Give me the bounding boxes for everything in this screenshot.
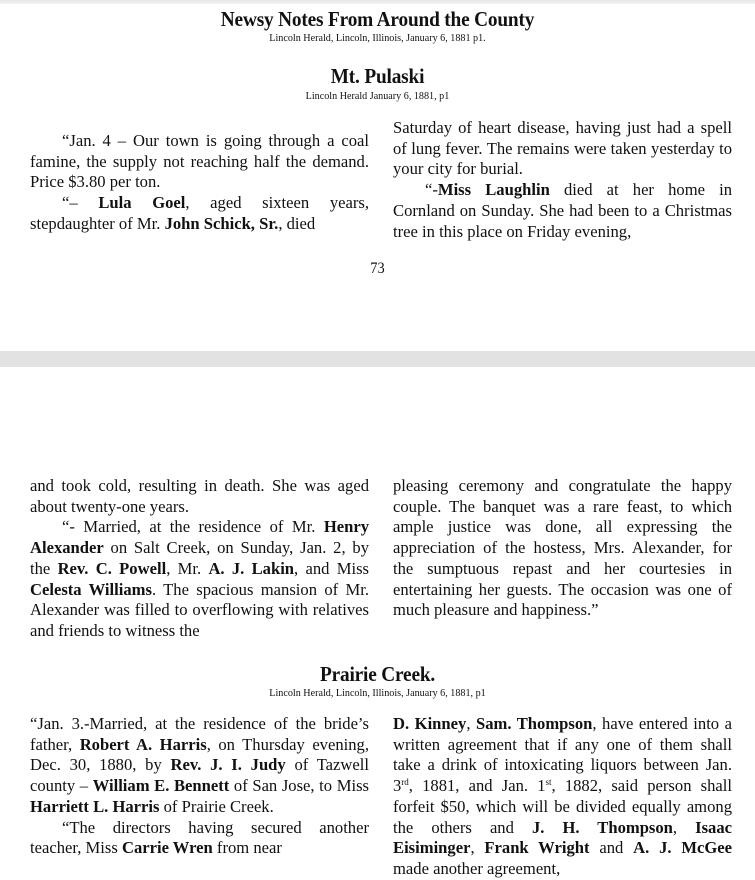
text: , died	[278, 213, 316, 233]
text: , on Thursday evening, Dec. 30, 1880, by	[30, 734, 369, 775]
name-lula-goel: Lula Goel	[98, 193, 186, 213]
column-left-prairie-creek	[30, 714, 369, 859]
section-heading-mt-pulaski: Mt. Pulaski	[330, 64, 425, 88]
document-page-74	[0, 367, 755, 879]
name-john-schick: John Schick, Sr.	[164, 213, 279, 233]
column-right-prairie-creek	[393, 714, 732, 880]
text: “-	[425, 180, 438, 200]
column-left-mt-pulaski	[30, 131, 369, 235]
text: of San Jose, to Miss	[229, 776, 369, 796]
paragraph-married-harris	[30, 714, 369, 818]
column-right-mt-pulaski	[393, 118, 732, 242]
text: ,	[672, 817, 696, 837]
text: , have entered into a written agreement that if any one of them shall take a drink of intoxicating liquors between Jan. 3	[393, 714, 732, 796]
paragraph-continued-burial: Saturday of heart disease, having just had a spell of lung fever. The remains were taken yesterday to your city for burial.	[393, 118, 732, 179]
paragraph-temperance-agreement	[393, 714, 732, 880]
ordinal-suffix: rd	[401, 777, 409, 788]
text: , and Miss	[294, 558, 370, 578]
page-title: Newsy Notes From Around the County	[220, 7, 535, 31]
ordinal-suffix: st	[545, 777, 552, 788]
page-separator	[0, 351, 755, 367]
text: of Tazwell county –	[30, 755, 369, 796]
name-a-j-lakin: A. J. Lakin	[208, 558, 295, 578]
text: of Prairie Creek.	[159, 796, 274, 816]
page-source: Lincoln Herald, Lincoln, Illinois, January 6, 1881 p1.	[269, 32, 486, 44]
text: on Salt Creek, on Sunday, Jan. 2, by the	[30, 538, 369, 578]
paragraph-directors-teacher	[30, 818, 369, 859]
text: ,	[470, 838, 485, 858]
name-celesta-williams: Celesta Williams	[30, 579, 152, 599]
paragraph-lula-goel	[30, 193, 369, 234]
column-right-mt-pulaski-continued	[393, 476, 732, 621]
text: , aged sixteen years, stepdaughter of Mr.	[30, 193, 369, 233]
name-william-e-bennett: William E. Bennett	[92, 776, 230, 796]
text: from near	[212, 838, 282, 858]
name-j-h-thompson: J. H. Thompson	[531, 817, 673, 837]
text: died at her home in Cornland on Sunday. She had been to a Christmas tree in this place on Friday evening,	[393, 180, 733, 241]
paragraph-married-alexander	[30, 517, 369, 641]
paragraph-miss-laughlin	[393, 180, 732, 242]
text: , 1882, said person shall forfeit $50, which will be divided equally among the others and	[393, 776, 732, 837]
text: , 1881, and Jan. 1	[408, 776, 546, 796]
paragraph-took-cold: and took cold, resulting in death. She was aged about twenty-one years.	[30, 476, 369, 516]
name-rev-c-powell: Rev. C. Powell	[57, 558, 167, 578]
name-a-j-mcgee: A. J. McGee	[633, 838, 733, 858]
page-number: 73	[370, 260, 385, 277]
name-carrie-wren: Carrie Wren	[121, 838, 213, 858]
section-heading-prairie-creek: Prairie Creek.	[319, 662, 436, 686]
document-page-73	[0, 4, 755, 351]
name-rev-j-i-judy: Rev. J. I. Judy	[170, 755, 286, 775]
text: , Mr.	[166, 558, 209, 578]
name-isaac-eisiminger: Isaac Eisiminger	[393, 817, 733, 858]
paragraph-coal-famine: “Jan. 4 – Our town is going through a coal famine, the supply not reaching half the demand. Price $3.80 per ton.	[30, 131, 369, 192]
name-d-kinney: D. Kinney	[393, 714, 467, 733]
name-harriett-l-harris: Harriett L. Harris	[30, 796, 160, 816]
text: “The directors having secured another teacher, Miss	[30, 817, 369, 858]
paragraph-pleasing-ceremony: pleasing ceremony and congratulate the happy couple. The banquet was a rare feast, to which ample justice was done, all expressing the appreciation of the hostess, Mrs. Alexander, for the sumptuous repast and her courtesies in entertaining her guests. The occasion was one of much pleasure and happiness.”	[393, 476, 732, 620]
name-miss-laughlin: Miss Laughlin	[437, 180, 550, 200]
column-left-mt-pulaski-continued	[30, 476, 369, 642]
text: . The spacious mansion of Mr. Alexander was filled to overflowing with relatives and friends to witness the	[30, 579, 369, 640]
text: made another agreement,	[393, 858, 561, 878]
text: ,	[466, 714, 476, 733]
text: and	[589, 838, 634, 858]
text: “Jan. 3.-Married, at the residence of the bride’s father,	[30, 714, 369, 754]
section-source-mt-pulaski: Lincoln Herald January 6, 1881, p1	[305, 90, 450, 102]
text: “–	[62, 193, 99, 213]
name-frank-wright: Frank Wright	[484, 838, 590, 858]
text: “- Married, at the residence of Mr.	[62, 517, 324, 537]
name-henry-alexander: Henry Alexander	[30, 517, 369, 558]
name-sam-thompson: Sam. Thompson	[476, 714, 593, 733]
name-robert-a-harris: Robert A. Harris	[79, 734, 207, 754]
section-source-prairie-creek: Lincoln Herald, Lincoln, Illinois, January 6, 1881, p1	[269, 687, 486, 699]
